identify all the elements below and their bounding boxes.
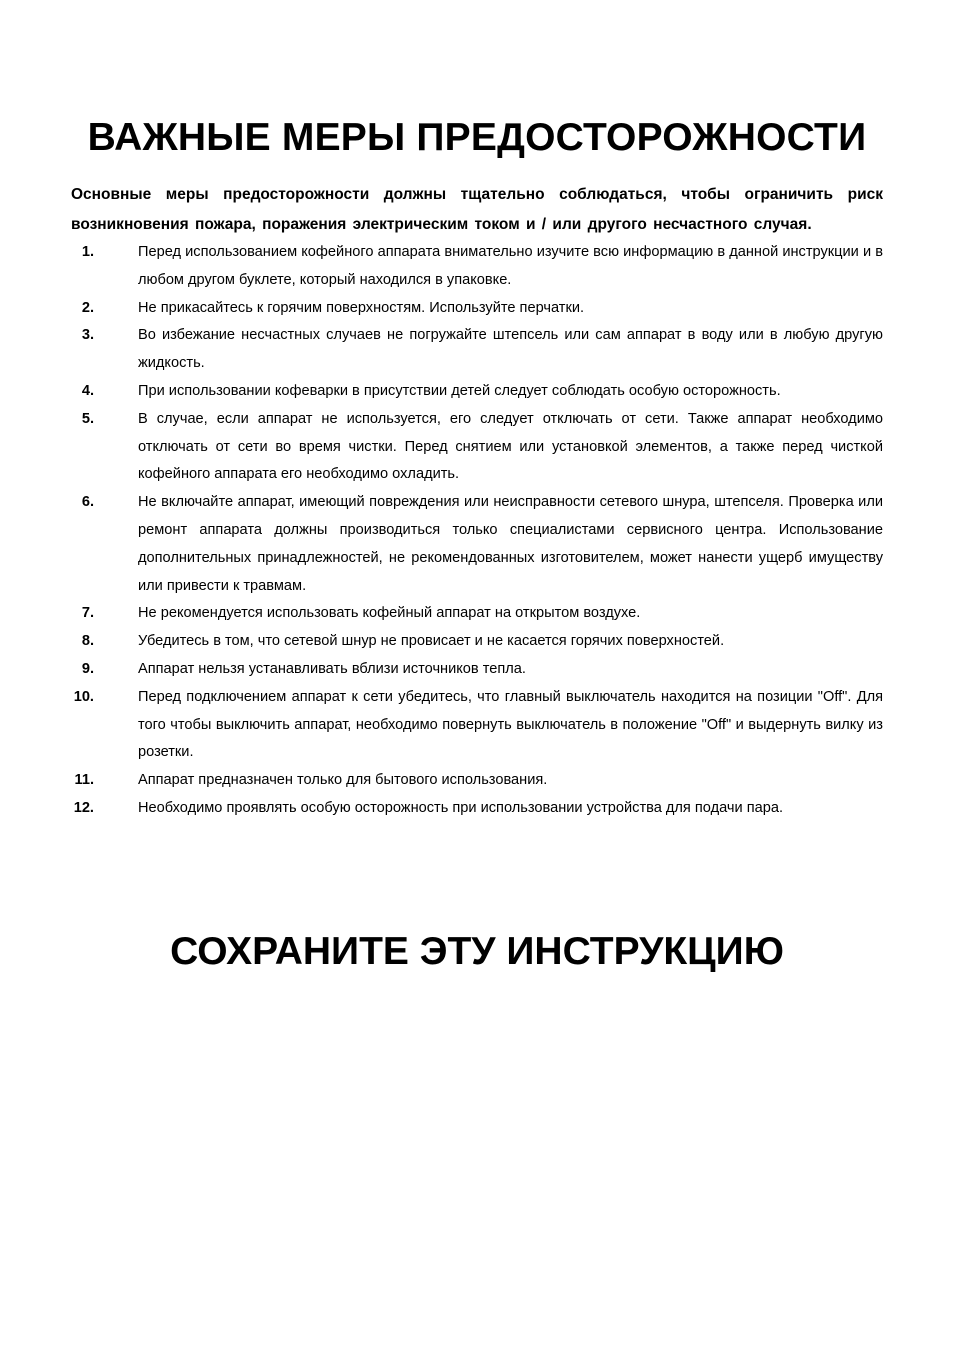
item-text: Перед использованием кофейного аппарата внимательно изучите всю информацию в данной инструкции и в любом другом буклете, который находился в упаковке. bbox=[138, 244, 883, 288]
list-item bbox=[71, 628, 883, 656]
item-text: Не рекомендуется использовать кофейный аппарат на открытом воздухе. bbox=[138, 605, 641, 622]
item-text: Не включайте аппарат, имеющий повреждения или неисправности сетевого шнура, штепселя. Проверка или ремонт аппарата должны производиться только специалистами сервисного центра. Использование дополнительных принадлежностей, не рекомендованных изготовителем, может нанести ущерб имуществу или привести к травмам. bbox=[138, 494, 883, 594]
precautions-list bbox=[71, 239, 883, 823]
item-number: 9. bbox=[81, 660, 94, 677]
page-title: ВАЖНЫЕ МЕРЫ ПРЕДОСТОРОЖНОСТИ bbox=[87, 116, 867, 159]
list-item bbox=[71, 656, 883, 684]
intro-paragraph: Основные меры предосторожности должны тщательно соблюдаться, чтобы ограничить риск возникновения пожара, поражения электрическим током и / или другого несчастного случая. bbox=[71, 186, 883, 233]
item-number: 10. bbox=[73, 688, 94, 705]
list-item bbox=[71, 767, 883, 795]
item-number: 4. bbox=[81, 382, 94, 399]
item-text: В случае, если аппарат не используется, его следует отключать от сети. Также аппарат необходимо отключать от сети во время чистки. Перед снятием или установкой элементов, а также перед чисткой кофейного аппарата его необходимо охладить. bbox=[138, 410, 883, 483]
list-item bbox=[71, 406, 883, 489]
item-text: Необходимо проявлять особую осторожность при использовании устройства для подачи пара. bbox=[138, 799, 783, 816]
save-instructions-heading: СОХРАНИТЕ ЭТУ ИНСТРУКЦИЮ bbox=[170, 930, 784, 973]
list-item bbox=[71, 378, 883, 406]
list-item bbox=[71, 322, 883, 378]
item-text: Во избежание несчастных случаев не погружайте штепсель или сам аппарат в воду или в любую другую жидкость. bbox=[138, 327, 883, 372]
list-item bbox=[71, 684, 883, 767]
item-number: 5. bbox=[81, 410, 94, 427]
item-number: 6. bbox=[81, 494, 94, 511]
item-text: Аппарат нельзя устанавливать вблизи источников тепла. bbox=[138, 660, 526, 677]
item-text: Аппарат предназначен только для бытового использования. bbox=[138, 772, 548, 789]
item-number: 7. bbox=[81, 605, 94, 622]
item-number: 2. bbox=[81, 299, 94, 316]
item-text: Не прикасайтесь к горячим поверхностям. Используйте перчатки. bbox=[138, 299, 585, 316]
list-item bbox=[71, 295, 883, 323]
list-item bbox=[71, 600, 883, 628]
list-item bbox=[71, 489, 883, 600]
list-item bbox=[71, 795, 883, 823]
item-text: Перед подключением аппарат к сети убедитесь, что главный выключатель находится на позиции "Off". Для того чтобы выключить аппарат, необходимо повернуть выключатель в положение "Off" и выдернуть вилку из розетки. bbox=[138, 688, 883, 761]
item-text: При использовании кофеварки в присутствии детей следует соблюдать особую осторожность. bbox=[138, 382, 781, 399]
item-number: 1. bbox=[81, 244, 94, 260]
item-number: 11. bbox=[74, 772, 94, 789]
list-item bbox=[71, 239, 883, 295]
item-number: 8. bbox=[81, 633, 94, 650]
item-number: 12. bbox=[73, 799, 94, 816]
item-text: Убедитесь в том, что сетевой шнур не провисает и не касается горячих поверхностей. bbox=[138, 633, 725, 650]
item-number: 3. bbox=[81, 327, 94, 344]
